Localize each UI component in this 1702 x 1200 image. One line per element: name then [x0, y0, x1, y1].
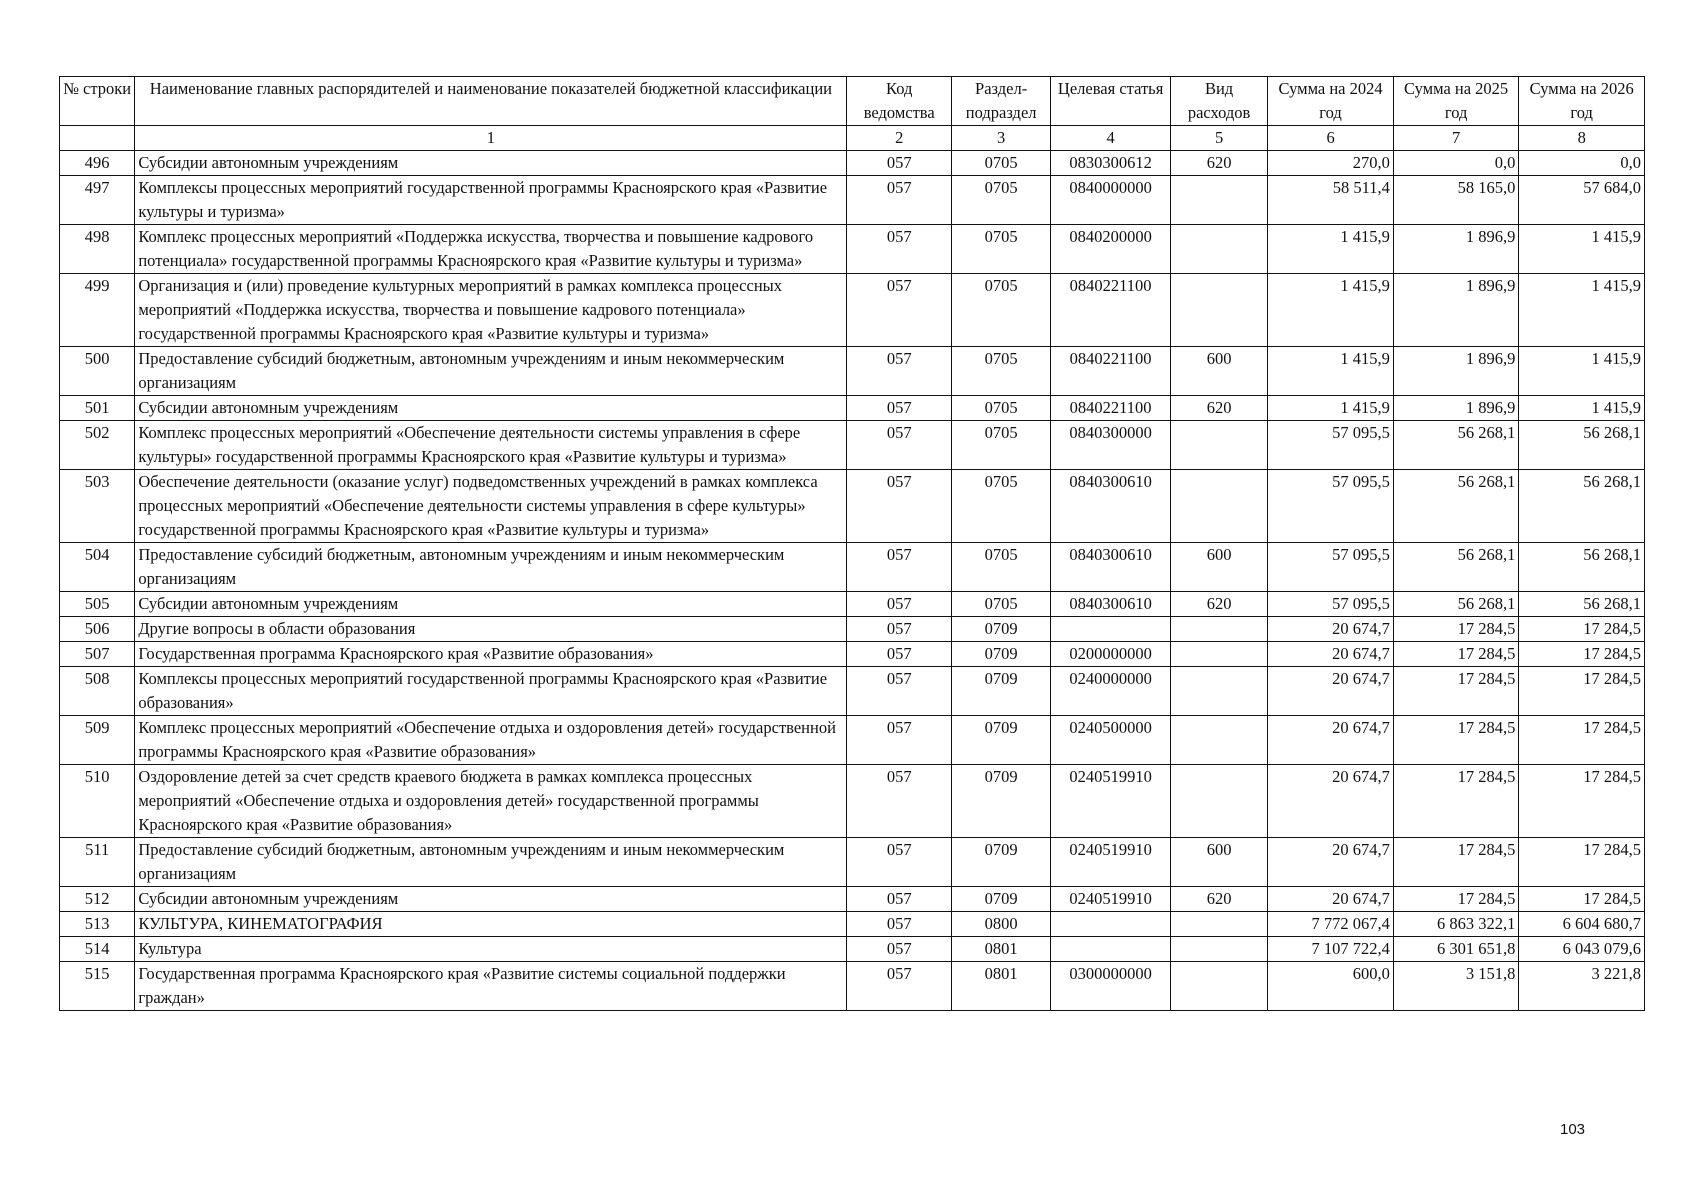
row-razdel: 0705: [951, 176, 1050, 225]
header-s2024: Сумма на 2024 год: [1268, 77, 1394, 126]
row-sum-2025: 17 284,5: [1393, 887, 1519, 912]
row-number: 504: [60, 543, 135, 592]
row-number: 506: [60, 617, 135, 642]
row-expense-type: [1170, 617, 1267, 642]
header-razdel: Раздел-подраздел: [951, 77, 1050, 126]
header-cs: Целевая статья: [1051, 77, 1171, 126]
row-number: 503: [60, 470, 135, 543]
row-razdel: 0705: [951, 592, 1050, 617]
row-sum-2026: 56 268,1: [1519, 470, 1645, 543]
row-ved: 057: [847, 396, 951, 421]
row-expense-type: [1170, 716, 1267, 765]
row-sum-2024: 20 674,7: [1268, 838, 1394, 887]
budget-table: [59, 76, 1645, 1011]
row-sum-2026: 17 284,5: [1519, 765, 1645, 838]
row-target-article: 0240519910: [1051, 887, 1171, 912]
header-vr: Вид расходов: [1170, 77, 1267, 126]
row-expense-type: 600: [1170, 838, 1267, 887]
row-ved: 057: [847, 347, 951, 396]
row-number: 512: [60, 887, 135, 912]
table-row: [60, 617, 1645, 642]
row-expense-type: 620: [1170, 396, 1267, 421]
table-row: [60, 962, 1645, 1011]
row-name: Предоставление субсидий бюджетным, автономным учреждениям и иным некоммерческим организациям: [135, 347, 847, 396]
row-sum-2025: 56 268,1: [1393, 592, 1519, 617]
row-target-article: 0240519910: [1051, 765, 1171, 838]
row-sum-2024: 20 674,7: [1268, 887, 1394, 912]
row-ved: 057: [847, 937, 951, 962]
table-row: [60, 937, 1645, 962]
row-sum-2026: 17 284,5: [1519, 617, 1645, 642]
row-number: 501: [60, 396, 135, 421]
row-ved: 057: [847, 887, 951, 912]
row-expense-type: [1170, 421, 1267, 470]
row-target-article: 0300000000: [1051, 962, 1171, 1011]
row-razdel: 0801: [951, 962, 1050, 1011]
column-index-cell: 2: [847, 126, 951, 151]
row-sum-2024: 270,0: [1268, 151, 1394, 176]
row-ved: 057: [847, 543, 951, 592]
row-target-article: 0840300610: [1051, 543, 1171, 592]
row-sum-2024: 1 415,9: [1268, 347, 1394, 396]
row-sum-2024: 20 674,7: [1268, 642, 1394, 667]
row-name: Предоставление субсидий бюджетным, автономным учреждениям и иным некоммерческим организациям: [135, 543, 847, 592]
row-razdel: 0800: [951, 912, 1050, 937]
row-sum-2025: 3 151,8: [1393, 962, 1519, 1011]
row-razdel: 0705: [951, 151, 1050, 176]
row-name: Субсидии автономным учреждениям: [135, 592, 847, 617]
row-sum-2025: 17 284,5: [1393, 667, 1519, 716]
column-index-row: [60, 126, 1645, 151]
row-name: Организация и (или) проведение культурных мероприятий в рамках комплекса процессных мероприятий «Поддержка искусства, творчества и повышение кадрового потенциала» государственной программы Красноярского края «Развитие культуры и туризма»: [135, 274, 847, 347]
row-name: Комплекс процессных мероприятий «Обеспечение отдыха и оздоровления детей» государственной программы Красноярского края «Развитие образования»: [135, 716, 847, 765]
row-number: 515: [60, 962, 135, 1011]
row-sum-2025: 56 268,1: [1393, 543, 1519, 592]
row-ved: 057: [847, 592, 951, 617]
row-target-article: 0240500000: [1051, 716, 1171, 765]
table-row: [60, 176, 1645, 225]
row-expense-type: [1170, 937, 1267, 962]
row-target-article: 0840000000: [1051, 176, 1171, 225]
table-row: [60, 470, 1645, 543]
row-sum-2025: 6 301 651,8: [1393, 937, 1519, 962]
row-razdel: 0801: [951, 937, 1050, 962]
row-ved: 057: [847, 617, 951, 642]
row-name: Субсидии автономным учреждениям: [135, 151, 847, 176]
row-expense-type: [1170, 912, 1267, 937]
header-s2026: Сумма на 2026 год: [1519, 77, 1645, 126]
row-razdel: 0709: [951, 617, 1050, 642]
row-target-article: 0240000000: [1051, 667, 1171, 716]
row-expense-type: 620: [1170, 592, 1267, 617]
table-row: [60, 421, 1645, 470]
row-target-article: [1051, 912, 1171, 937]
row-sum-2025: 17 284,5: [1393, 642, 1519, 667]
row-sum-2026: 3 221,8: [1519, 962, 1645, 1011]
column-index-cell: [60, 126, 135, 151]
row-sum-2024: 7 107 722,4: [1268, 937, 1394, 962]
row-sum-2024: 57 095,5: [1268, 592, 1394, 617]
column-index-cell: 1: [135, 126, 847, 151]
row-sum-2025: 17 284,5: [1393, 617, 1519, 642]
row-expense-type: 600: [1170, 543, 1267, 592]
table-row: [60, 151, 1645, 176]
row-target-article: 0830300612: [1051, 151, 1171, 176]
row-razdel: 0705: [951, 225, 1050, 274]
row-sum-2026: 1 415,9: [1519, 347, 1645, 396]
row-razdel: 0705: [951, 421, 1050, 470]
table-row: [60, 642, 1645, 667]
row-sum-2024: 20 674,7: [1268, 765, 1394, 838]
row-sum-2026: 6 604 680,7: [1519, 912, 1645, 937]
row-target-article: 0200000000: [1051, 642, 1171, 667]
table-row: [60, 592, 1645, 617]
row-name: Другие вопросы в области образования: [135, 617, 847, 642]
row-ved: 057: [847, 274, 951, 347]
row-target-article: 0840300610: [1051, 470, 1171, 543]
row-name: Предоставление субсидий бюджетным, автономным учреждениям и иным некоммерческим организациям: [135, 838, 847, 887]
row-sum-2025: 0,0: [1393, 151, 1519, 176]
header-ved: Код ведомства: [847, 77, 951, 126]
row-name: Государственная программа Красноярского края «Развитие системы социальной поддержки граждан»: [135, 962, 847, 1011]
row-razdel: 0705: [951, 470, 1050, 543]
row-target-article: 0840221100: [1051, 347, 1171, 396]
row-name: Культура: [135, 937, 847, 962]
header-name: Наименование главных распорядителей и наименование показателей бюджетной классификации: [135, 77, 847, 126]
page-number: 103: [1560, 1121, 1586, 1138]
row-expense-type: [1170, 274, 1267, 347]
row-sum-2024: 57 095,5: [1268, 470, 1394, 543]
row-razdel: 0705: [951, 274, 1050, 347]
row-sum-2026: 57 684,0: [1519, 176, 1645, 225]
row-sum-2025: 1 896,9: [1393, 225, 1519, 274]
row-razdel: 0709: [951, 716, 1050, 765]
row-sum-2025: 1 896,9: [1393, 347, 1519, 396]
row-razdel: 0709: [951, 667, 1050, 716]
row-sum-2024: 7 772 067,4: [1268, 912, 1394, 937]
row-sum-2026: 1 415,9: [1519, 396, 1645, 421]
table-row: [60, 716, 1645, 765]
row-sum-2026: 17 284,5: [1519, 667, 1645, 716]
row-sum-2026: 0,0: [1519, 151, 1645, 176]
row-ved: 057: [847, 642, 951, 667]
row-sum-2024: 20 674,7: [1268, 716, 1394, 765]
column-index-cell: 8: [1519, 126, 1645, 151]
row-sum-2026: 1 415,9: [1519, 274, 1645, 347]
row-sum-2026: 56 268,1: [1519, 421, 1645, 470]
row-ved: 057: [847, 912, 951, 937]
row-number: 505: [60, 592, 135, 617]
row-number: 509: [60, 716, 135, 765]
row-number: 511: [60, 838, 135, 887]
table-header-row: [60, 77, 1645, 126]
row-expense-type: [1170, 225, 1267, 274]
row-expense-type: [1170, 176, 1267, 225]
row-sum-2024: 1 415,9: [1268, 225, 1394, 274]
row-sum-2024: 58 511,4: [1268, 176, 1394, 225]
row-sum-2024: 57 095,5: [1268, 421, 1394, 470]
column-index-cell: 3: [951, 126, 1050, 151]
row-razdel: 0705: [951, 396, 1050, 421]
row-number: 497: [60, 176, 135, 225]
row-razdel: 0709: [951, 765, 1050, 838]
row-ved: 057: [847, 151, 951, 176]
table-row: [60, 887, 1645, 912]
row-sum-2024: 1 415,9: [1268, 396, 1394, 421]
row-ved: 057: [847, 225, 951, 274]
row-name: Субсидии автономным учреждениям: [135, 887, 847, 912]
row-sum-2024: 20 674,7: [1268, 617, 1394, 642]
row-expense-type: [1170, 962, 1267, 1011]
row-sum-2025: 17 284,5: [1393, 716, 1519, 765]
row-ved: 057: [847, 667, 951, 716]
row-sum-2026: 17 284,5: [1519, 642, 1645, 667]
row-number: 499: [60, 274, 135, 347]
table-row: [60, 225, 1645, 274]
row-name: Комплекс процессных мероприятий «Поддержка искусства, творчества и повышение кадрового потенциала» государственной программы Красноярского края «Развитие культуры и туризма»: [135, 225, 847, 274]
row-number: 498: [60, 225, 135, 274]
row-target-article: [1051, 937, 1171, 962]
table-row: [60, 667, 1645, 716]
table-row: [60, 396, 1645, 421]
row-sum-2024: 20 674,7: [1268, 667, 1394, 716]
row-expense-type: [1170, 470, 1267, 543]
row-name: Государственная программа Красноярского края «Развитие образования»: [135, 642, 847, 667]
row-target-article: 0840300000: [1051, 421, 1171, 470]
row-target-article: 0840300610: [1051, 592, 1171, 617]
row-expense-type: [1170, 642, 1267, 667]
row-number: 496: [60, 151, 135, 176]
row-sum-2026: 6 043 079,6: [1519, 937, 1645, 962]
row-sum-2025: 56 268,1: [1393, 421, 1519, 470]
row-expense-type: 600: [1170, 347, 1267, 396]
row-expense-type: [1170, 667, 1267, 716]
row-expense-type: [1170, 765, 1267, 838]
row-expense-type: 620: [1170, 887, 1267, 912]
row-name: Субсидии автономным учреждениям: [135, 396, 847, 421]
row-razdel: 0709: [951, 642, 1050, 667]
row-name: Комплексы процессных мероприятий государственной программы Красноярского края «Развитие культуры и туризма»: [135, 176, 847, 225]
row-ved: 057: [847, 176, 951, 225]
table-row: [60, 274, 1645, 347]
row-sum-2026: 56 268,1: [1519, 543, 1645, 592]
row-razdel: 0709: [951, 887, 1050, 912]
row-sum-2025: 1 896,9: [1393, 274, 1519, 347]
row-razdel: 0705: [951, 543, 1050, 592]
row-sum-2025: 1 896,9: [1393, 396, 1519, 421]
row-expense-type: 620: [1170, 151, 1267, 176]
row-sum-2025: 17 284,5: [1393, 765, 1519, 838]
row-name: КУЛЬТУРА, КИНЕМАТОГРАФИЯ: [135, 912, 847, 937]
table-row: [60, 765, 1645, 838]
row-target-article: 0840200000: [1051, 225, 1171, 274]
header-num: № строки: [60, 77, 135, 126]
row-number: 513: [60, 912, 135, 937]
row-ved: 057: [847, 765, 951, 838]
row-sum-2024: 1 415,9: [1268, 274, 1394, 347]
row-name: Комплексы процессных мероприятий государственной программы Красноярского края «Развитие образования»: [135, 667, 847, 716]
row-number: 510: [60, 765, 135, 838]
row-razdel: 0709: [951, 838, 1050, 887]
row-razdel: 0705: [951, 347, 1050, 396]
row-sum-2026: 1 415,9: [1519, 225, 1645, 274]
row-target-article: 0840221100: [1051, 274, 1171, 347]
table-row: [60, 838, 1645, 887]
row-sum-2024: 600,0: [1268, 962, 1394, 1011]
row-sum-2026: 17 284,5: [1519, 716, 1645, 765]
row-name: Комплекс процессных мероприятий «Обеспечение деятельности системы управления в сфере культуры» государственной программы Красноярского края «Развитие культуры и туризма»: [135, 421, 847, 470]
row-ved: 057: [847, 962, 951, 1011]
row-ved: 057: [847, 421, 951, 470]
row-target-article: 0840221100: [1051, 396, 1171, 421]
column-index-cell: 4: [1051, 126, 1171, 151]
row-name: Оздоровление детей за счет средств краевого бюджета в рамках комплекса процессных мероприятий «Обеспечение отдыха и оздоровления детей» государственной программы Красноярского края «Развитие образования»: [135, 765, 847, 838]
header-s2025: Сумма на 2025 год: [1393, 77, 1519, 126]
row-sum-2025: 17 284,5: [1393, 838, 1519, 887]
row-sum-2025: 58 165,0: [1393, 176, 1519, 225]
row-sum-2024: 57 095,5: [1268, 543, 1394, 592]
column-index-cell: 7: [1393, 126, 1519, 151]
row-number: 502: [60, 421, 135, 470]
column-index-cell: 6: [1268, 126, 1394, 151]
row-ved: 057: [847, 838, 951, 887]
row-target-article: [1051, 617, 1171, 642]
table-body: [60, 151, 1645, 1011]
row-sum-2025: 56 268,1: [1393, 470, 1519, 543]
row-target-article: 0240519910: [1051, 838, 1171, 887]
row-number: 508: [60, 667, 135, 716]
row-ved: 057: [847, 470, 951, 543]
table-row: [60, 543, 1645, 592]
column-index-cell: 5: [1170, 126, 1267, 151]
row-sum-2026: 17 284,5: [1519, 838, 1645, 887]
row-sum-2025: 6 863 322,1: [1393, 912, 1519, 937]
row-number: 500: [60, 347, 135, 396]
row-ved: 057: [847, 716, 951, 765]
row-name: Обеспечение деятельности (оказание услуг) подведомственных учреждений в рамках комплекса процессных мероприятий «Обеспечение деятельности системы управления в сфере культуры» государственной программы Красноярского края «Развитие культуры и туризма»: [135, 470, 847, 543]
row-number: 507: [60, 642, 135, 667]
row-sum-2026: 17 284,5: [1519, 887, 1645, 912]
row-sum-2026: 56 268,1: [1519, 592, 1645, 617]
table-row: [60, 347, 1645, 396]
table-row: [60, 912, 1645, 937]
row-number: 514: [60, 937, 135, 962]
